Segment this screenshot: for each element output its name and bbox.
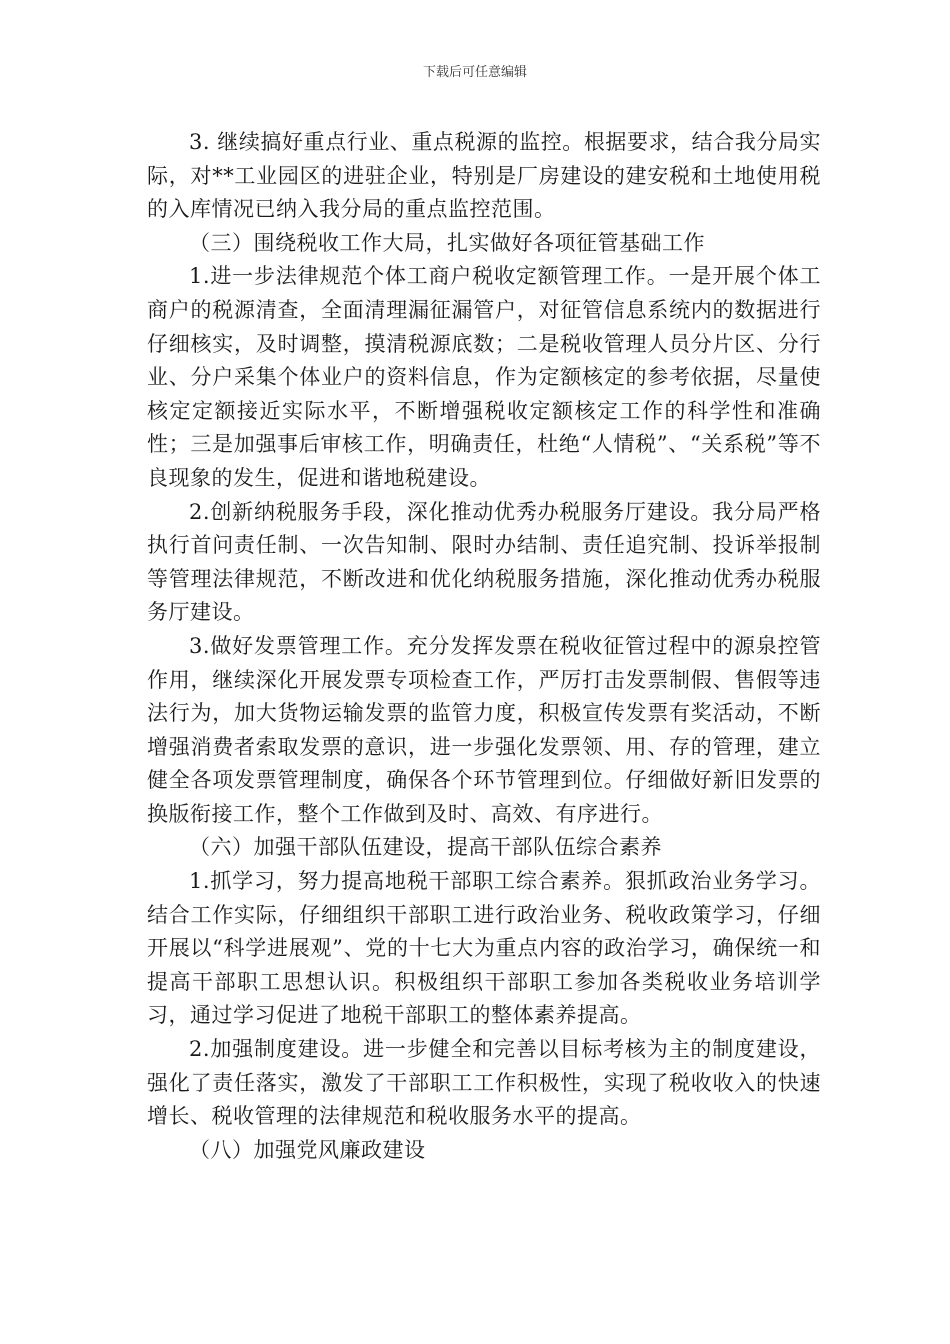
document-body: [147, 126, 821, 1167]
section-heading-8: （八）加强党风廉政建设: [189, 1137, 426, 1162]
section-heading-6: （六）加强干部队伍建设，提高干部队伍综合素养: [189, 835, 662, 860]
paragraph-tax-service: 2.创新纳税服务手段，深化推动优秀办税服务厅建设。我分局严格执行首问责任制、一次告知制、限时办结制、责任追究制、投诉举报制等管理法律规范，不断改进和优化纳税服务措施，深化推动优秀办税服务厅建设。: [147, 499, 821, 625]
paragraph-invoice-management: 3.做好发票管理工作。充分发挥发票在税收征管过程中的源泉控管作用，继续深化开展发票专项检查工作，严厉打击发票制假、售假等违法行为，加大货物运输发票的监管力度，积极宣传发票有奖活动，不断增强消费者索取发票的意识，进一步强化发票领、用、存的管理，建立健全各项发票管理制度，确保各个环节管理到位。仔细做好新旧发票的换版衔接工作，整个工作做到及时、高效、有序进行。: [147, 633, 821, 826]
paragraph-key-industry-monitoring: 3. 继续搞好重点行业、重点税源的监控。根据要求，结合我分局实际，对**工业园区的进驻企业，特别是厂房建设的建安税和土地使用税的入库情况已纳入我分局的重点监控范围。: [147, 130, 821, 222]
paragraph-quota-management: 1.进一步法律规范个体工商户税收定额管理工作。一是开展个体工商户的税源清查，全面清理漏征漏管户，对征管信息系统内的数据进行仔细核实，及时调整，摸清税源底数；二是税收管理人员分片区、分行业、分户采集个体业户的资料信息，作为定额核定的参考依据，尽量使核定定额接近实际水平，不断增强税收定额核定工作的科学性和准确性；三是加强事后审核工作，明确责任，杜绝“人情税”、“关系税”等不良现象的发生，促进和谐地税建设。: [147, 264, 821, 490]
section-heading-3: （三）围绕税收工作大局，扎实做好各项征管基础工作: [189, 230, 705, 255]
page-header-note: 下载后可任意编辑: [422, 65, 527, 80]
paragraph-study: 1.抓学习，努力提高地税干部职工综合素养。狠抓政治业务学习。结合工作实际，仔细组织干部职工进行政治业务、税收政策学习，仔细开展以“科学进展观”、党的十七大为重点内容的政治学习，确保统一和提高干部职工思想认识。积极组织干部职工参加各类税收业务培训学习，通过学习促进了地税干部职工的整体素养提高。: [147, 869, 821, 1028]
paragraph-system-building: 2.加强制度建设。进一步健全和完善以目标考核为主的制度建设，强化了责任落实，激发了干部职工工作积极性，实现了税收收入的快速增长、税收管理的法律规范和税收服务水平的提高。: [147, 1037, 821, 1129]
